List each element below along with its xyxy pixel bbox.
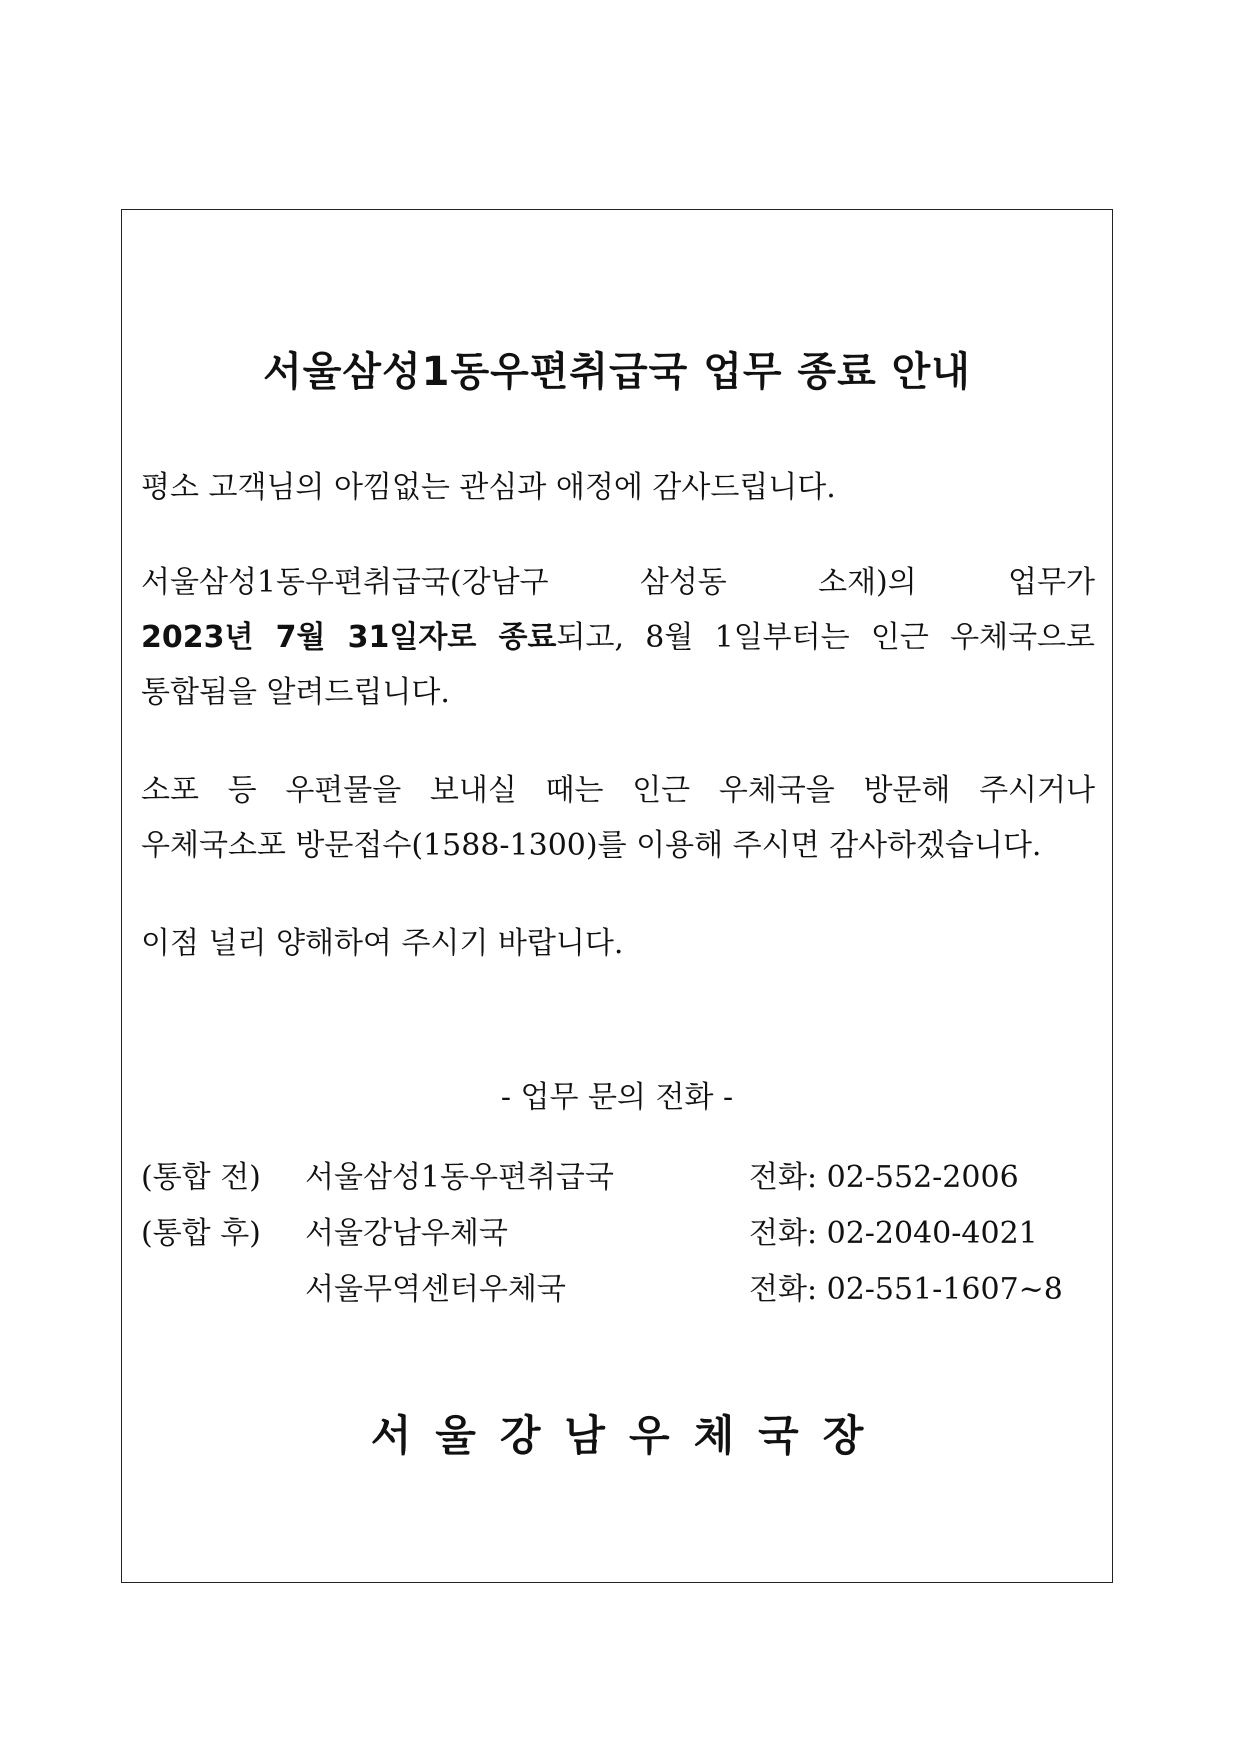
closure-date-emphasis: 2023년 7월 31일자로 종료: [141, 620, 557, 655]
phone-number: 전화: 02-2040-4021: [749, 1216, 1038, 1251]
phone-number: 전화: 02-552-2006: [749, 1160, 1019, 1195]
closure-paragraph: [141, 555, 1095, 720]
parcel-paragraph: [141, 763, 1095, 873]
closure-line-2: [141, 610, 1095, 665]
notice-frame: [121, 209, 1113, 1583]
apology-text: 이점 널리 양해하여 주시기 바랍니다.: [141, 926, 624, 961]
post-office-name: 서울무역센터우체국: [305, 1272, 566, 1307]
closure-line-1: 서울삼성1동우편취급국(강남구 삼성동 소재)의 업무가: [141, 565, 1095, 600]
notice-title: 서울삼성1동우편취급국 업무 종료 안내: [263, 349, 971, 395]
post-office-name: 서울삼성1동우편취급국: [305, 1160, 614, 1195]
parcel-line-2: 우체국소포 방문접수(1588-1300)를 이용해 주시면 감사하겠습니다.: [141, 828, 1042, 863]
contact-row: [141, 1152, 1095, 1208]
signature: 서울강남우체국장: [370, 1411, 888, 1460]
closure-line-2-rest: 되고, 8월 1일부터는 인근 우체국으로: [556, 620, 1096, 655]
closure-line-3: 통합됨을 알려드립니다.: [141, 675, 450, 710]
parcel-line-1: 소포 등 우편물을 보내실 때는 인근 우체국을 방문해 주시거나: [141, 773, 1095, 808]
apology-paragraph: [141, 916, 1095, 971]
contact-group-label: (통합 전): [141, 1160, 261, 1195]
phone-number: 전화: 02-551-1607~8: [749, 1272, 1063, 1307]
greeting-text: 평소 고객님의 아낌없는 관심과 애정에 감사드립니다.: [141, 470, 836, 505]
contact-list: [141, 1152, 1095, 1320]
contact-heading: - 업무 문의 전화 -: [500, 1080, 734, 1115]
post-office-name: 서울강남우체국: [305, 1216, 508, 1251]
greeting-paragraph: [141, 460, 1095, 515]
contact-row: [141, 1208, 1095, 1264]
contact-row: [141, 1264, 1095, 1320]
contact-group-label: (통합 후): [141, 1216, 261, 1251]
